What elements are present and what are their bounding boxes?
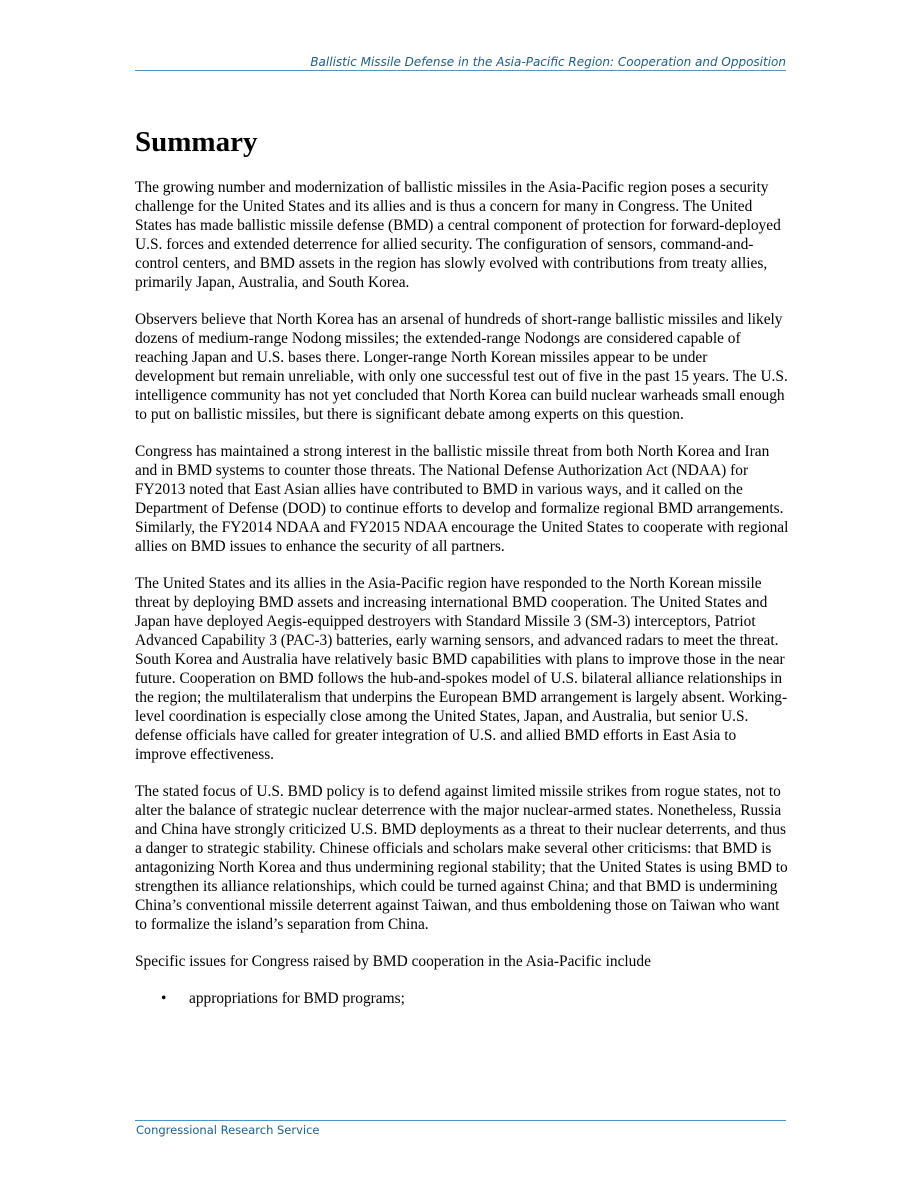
paragraph: The United States and its allies in the Asia-Pacific region have responded to the North Korean missile threat by deploying BMD assets and increasing international BMD cooperation. The United States and Japan have deployed Aegis-equipped destroyers with Standard Missile 3 (SM-3) interceptors, Patriot Advanced Capability 3 (PAC-3) batteries, early warning sensors, and advanced radars to meet the threat. South Korea and Australia have relatively basic BMD capabilities with plans to improve those in the near future. Cooperation on BMD follows the hub-and-spokes model of U.S. bilateral alliance relationships in the region; the multilateralism that underpins the European BMD arrangement is largely absent. Working-level coordination is especially close among the United States, Japan, and Australia, but senior U.S. defense officials have called for greater integration of U.S. and allied BMD efforts in East Asia to improve effectiveness. (135, 575, 788, 763)
running-header (135, 55, 786, 71)
paragraph: Observers believe that North Korea has an arsenal of hundreds of short-range ballistic missiles and likely dozens of medium-range Nodong missiles; the extended-range Nodongs are considered capable of reaching Japan and U.S. bases there. Longer-range North Korean missiles appear to be under development but remain unreliable, with only one successful test out of five in the past 15 years. The U.S. intelligence community has not yet concluded that North Korea can build nuclear warheads small enough to put on ballistic missiles, but there is significant debate among experts on this question. (135, 311, 788, 423)
list-item (135, 989, 789, 1008)
list-item-text: appropriations for BMD programs; (189, 990, 405, 1007)
paragraph: The growing number and modernization of ballistic missiles in the Asia-Pacific region poses a security challenge for the United States and its allies and is thus a concern for many in Congress. The United States has made ballistic missile defense (BMD) a central component of protection for forward-deployed U.S. forces and extended deterrence for allied security. The configuration of sensors, command-and-control centers, and BMD assets in the region has slowly evolved with contributions from treaty allies, primarily Japan, Australia, and South Korea. (135, 179, 781, 291)
paragraph: Congress has maintained a strong interest in the ballistic missile threat from both North Korea and Iran and in BMD systems to counter those threats. The National Defense Authorization Act (NDAA) for FY2013 noted that East Asian allies have contributed to BMD in various ways, and it called on the Department of Defense (DOD) to continue efforts to develop and formalize regional BMD arrangements. Similarly, the FY2014 NDAA and FY2015 NDAA encourage the United States to cooperate with regional allies on BMD issues to enhance the security of all partners. (135, 443, 789, 555)
running-header-title: Ballistic Missile Defense in the Asia-Pacific Region: Cooperation and Opposition (310, 55, 786, 69)
paragraph: Specific issues for Congress raised by BMD cooperation in the Asia-Pacific include (135, 953, 651, 970)
footer-divider (135, 1120, 786, 1121)
footer (136, 1123, 320, 1137)
footer-label: Congressional Research Service (136, 1123, 320, 1137)
issue-list (135, 989, 789, 1008)
paragraph: The stated focus of U.S. BMD policy is to defend against limited missile strikes from rogue states, not to alter the balance of strategic nuclear deterrence with the major nuclear-armed states. Nonetheless, Russia and China have strongly criticized U.S. BMD deployments as a threat to their nuclear deterrents, and thus a danger to strategic stability. Chinese officials and scholars make several other criticisms: that BMD is antagonizing North Korea and thus undermining regional stability; that the United States is using BMD to strengthen its alliance relationships, which could be turned against China; and that BMD is undermining China’s conventional missile deterrent against Taiwan, and thus emboldening those on Taiwan who want to formalize the island’s separation from China. (135, 783, 788, 933)
section-title: Summary (135, 126, 258, 158)
summary-body (135, 178, 789, 1008)
bullet-icon: • (161, 990, 167, 1007)
